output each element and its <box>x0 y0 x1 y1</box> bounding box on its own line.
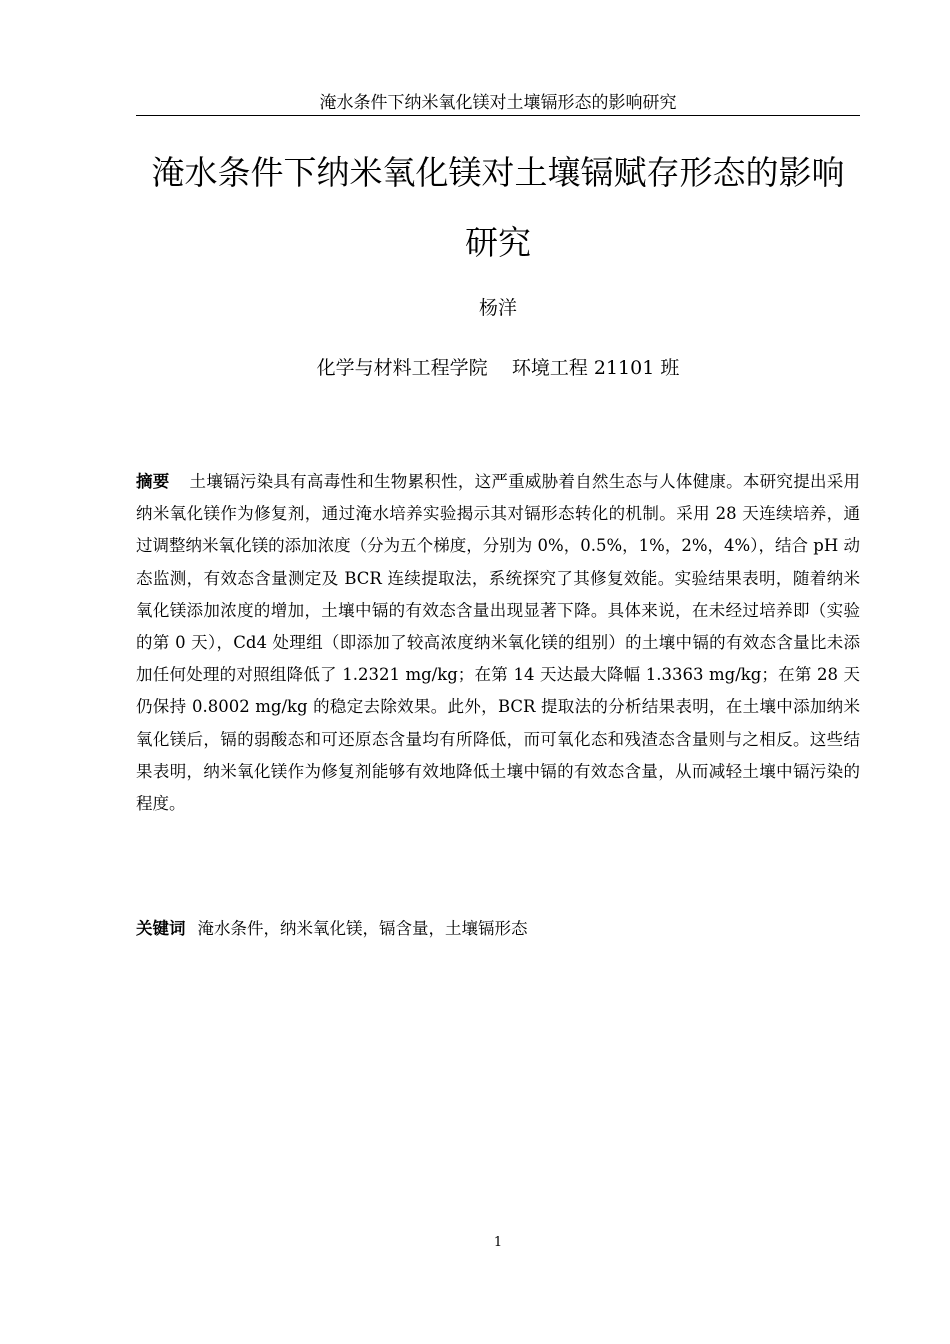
keywords-text: 淹水条件，纳米氧化镁，镉含量，土壤镉形态 <box>197 919 528 938</box>
page-number: 1 <box>493 1235 503 1250</box>
header-rule <box>136 115 860 116</box>
author-name: 杨洋 <box>478 297 517 319</box>
abstract-label: 摘要 <box>136 472 170 491</box>
keywords-label: 关键词 <box>136 919 186 938</box>
running-header: 淹水条件下纳米氧化镁对土壤镉形态的影响研究 <box>319 93 677 113</box>
abstract <box>136 466 860 820</box>
author-affiliation: 化学与材料工程学院 环境工程 21101 班 <box>316 357 680 379</box>
abstract-text: 土壤镉污染具有高毒性和生物累积性，这严重威胁着自然生态与人体健康。本研究提出采用纳米氧化镁作为修复剂，通过淹水培养实验揭示其对镉形态转化的机制。采用 28 天连续培养，通过调整纳米氧化镁的添加浓度（分为五个梯度，分别为 0%，0.5%，1%，2%，4%），结合 pH 动态监测，有效态含量测定及 BCR 连续提取法，系统探究了其修复效能。实验结果表明，随着纳米氧化镁添加浓度的增加，土壤中镉的有效态含量出现显著下降。具体来说，在未经过培养即（实验的第 0 天），Cd4 处理组（即添加了较高浓度纳米氧化镁的组别）的土壤中镉的有效态含量比未添加任何处理的对照组降低了 1.2321 mg/kg；在第 14 天达最大降幅 1.3363 mg/kg；在第 28 天仍保持 0.8002 mg/kg 的稳定去除效果。此外，BCR 提取法的分析结果表明，在土壤中添加纳米氧化镁后，镉的弱酸态和可还原态含量均有所降低，而可氧化态和残渣态含量则与之相反。这些结果表明，纳米氧化镁作为修复剂能够有效地降低土壤中镉的有效态含量，从而减轻土壤中镉污染的程度。 <box>136 472 861 814</box>
keywords <box>136 913 860 945</box>
paper-title: 淹水条件下纳米氧化镁对土壤镉赋存形态的影响研究 <box>151 153 845 262</box>
